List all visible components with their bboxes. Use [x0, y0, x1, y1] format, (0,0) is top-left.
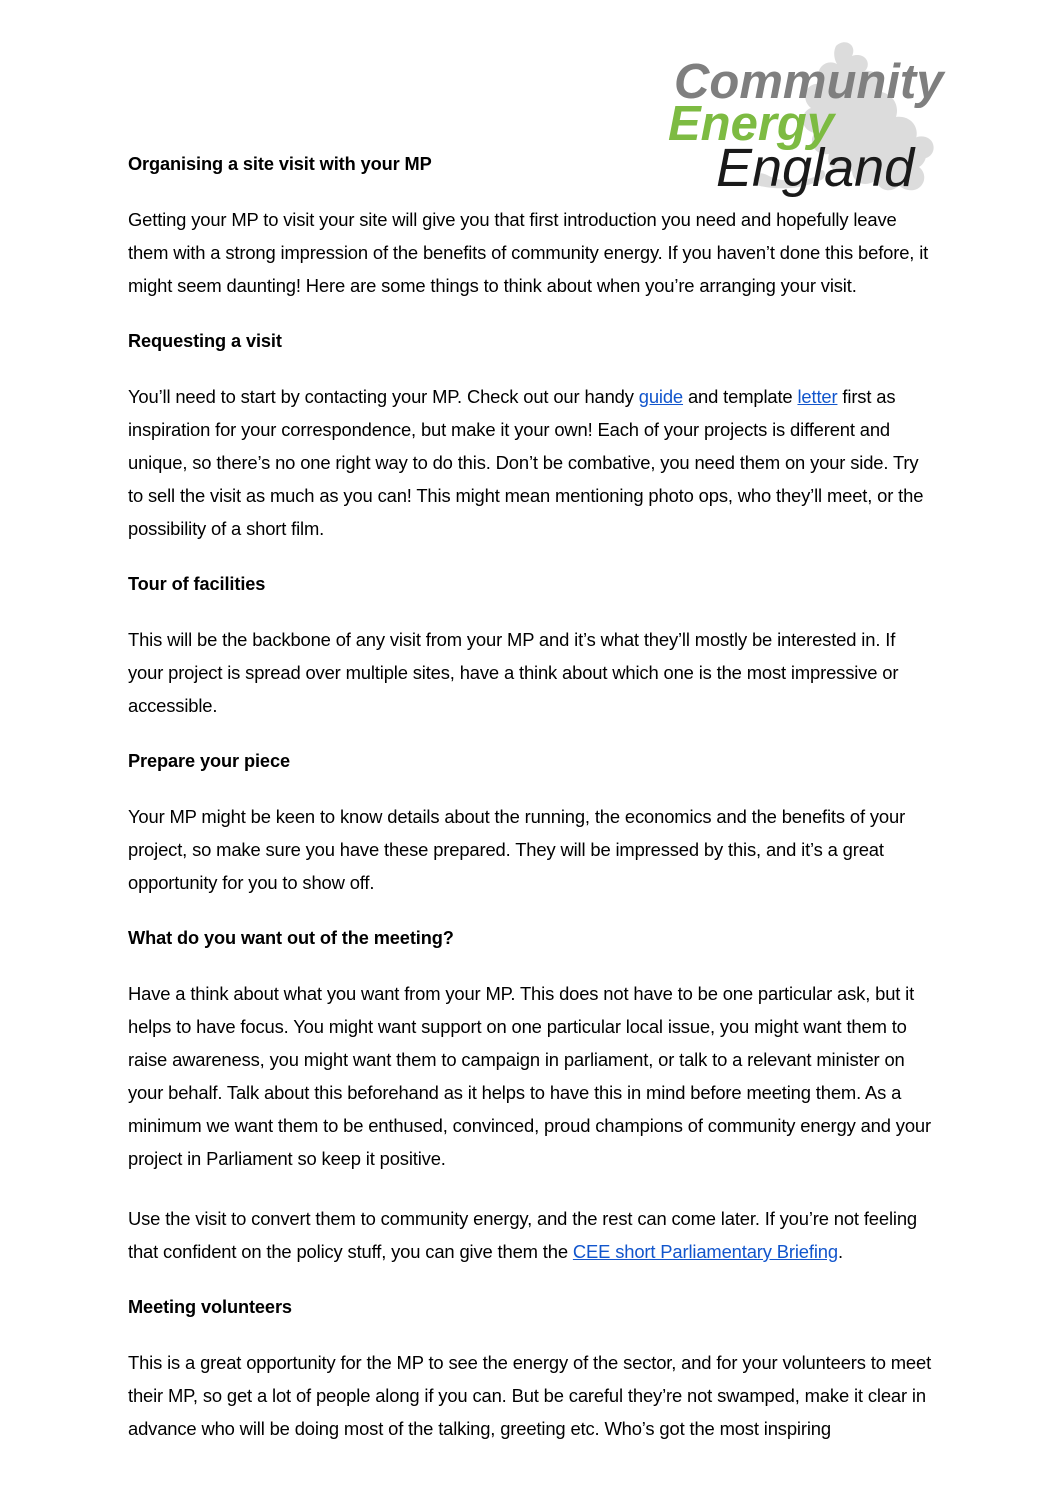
text-run: Getting your MP to visit your site will give you that first introduction you need and hopefully leave them with a strong impression of the benefits of community energy. If you haven’t done this before, it might seem daunting! Here are some things to think about when you’re arranging your visit. [128, 209, 929, 296]
section-heading: Prepare your piece [128, 751, 290, 771]
text-run: This will be the backbone of any visit from your MP and it’s what they’ll mostly be interested in. If your project is spread over multiple sites, have a think about which one is the most impressive or accessible. [128, 629, 899, 716]
section-heading: What do you want out of the meeting? [128, 928, 454, 948]
logo-word-england: England [716, 138, 915, 198]
text-run: first as inspiration for your correspondence, but make it your own! Each of your projects is different and unique, so there’s no one right way to do this. Don’t be combative, you need them on your side. Try to sell the visit as much as you can! This might mean mentioning photo ops, who they’ll meet, or the possibility of a short film. [128, 386, 924, 539]
body-paragraph [128, 623, 934, 722]
text-run: Have a think about what you want from your MP. This does not have to be one particular ask, but it helps to have focus. You might want support on one particular local issue, you might want them to raise awareness, you might want them to campaign in parliament, or talk to a relevant minister on your behalf. Talk about this beforehand as it helps to have this in mind before meeting them. As a minimum we want them to be enthused, convinced, proud champions of community energy and your project in Parliament so keep it positive. [128, 983, 931, 1169]
logo-word-community: Community [674, 55, 944, 109]
section-heading: Meeting volunteers [128, 1297, 292, 1317]
paragraph-spacer [128, 302, 934, 329]
paragraph-spacer [128, 354, 934, 380]
hyperlink[interactable]: CEE short Parliamentary Briefing [572, 1241, 838, 1262]
paragraph-spacer [128, 597, 934, 623]
body-paragraph [128, 977, 934, 1175]
paragraph-spacer [128, 1175, 934, 1202]
paragraph-spacer [128, 545, 934, 572]
paragraph-spacer [128, 899, 934, 926]
section-heading: Requesting a visit [128, 331, 282, 351]
text-run: . [837, 1241, 843, 1262]
text-run: Your MP might be keen to know details about the running, the economics and the benefits of your project, so make sure you have these prepared. They will be impressed by this, and it’s a great opportunity for you to show off. [128, 806, 906, 893]
hyperlink[interactable]: guide [638, 386, 684, 407]
paragraph-spacer [128, 951, 934, 977]
paragraph-spacer [128, 722, 934, 749]
text-run: You’ll need to start by contacting your MP. Check out our handy [128, 386, 639, 407]
text-run: This is a great opportunity for the MP to see the energy of the sector, and for your volunteers to meet their MP, so get a lot of people along if you can. But be careful they’re not swamped, make it clear in advance who will be doing most of the talking, greeting etc. Who’s got the most inspiring [128, 1352, 932, 1439]
text-run: Use the visit to convert them to community energy, and the rest can come later. If you’re not feeling that confident on the policy stuff, you can give them the [128, 1208, 917, 1262]
body-paragraph [128, 1346, 934, 1445]
paragraph-spacer [128, 1320, 934, 1346]
text-run: and template [683, 386, 798, 407]
paragraph-spacer [128, 1268, 934, 1295]
paragraph-spacer [128, 774, 934, 800]
document-body [128, 152, 934, 1445]
section-heading: Organising a site visit with your MP [128, 154, 432, 174]
body-paragraph [128, 1202, 934, 1268]
body-paragraph [128, 380, 934, 545]
logo-word-energy: Energy [668, 97, 835, 151]
body-paragraph [128, 203, 934, 302]
hyperlink[interactable]: letter [797, 386, 838, 407]
body-paragraph [128, 800, 934, 899]
section-heading: Tour of facilities [128, 574, 266, 594]
paragraph-spacer [128, 177, 934, 203]
